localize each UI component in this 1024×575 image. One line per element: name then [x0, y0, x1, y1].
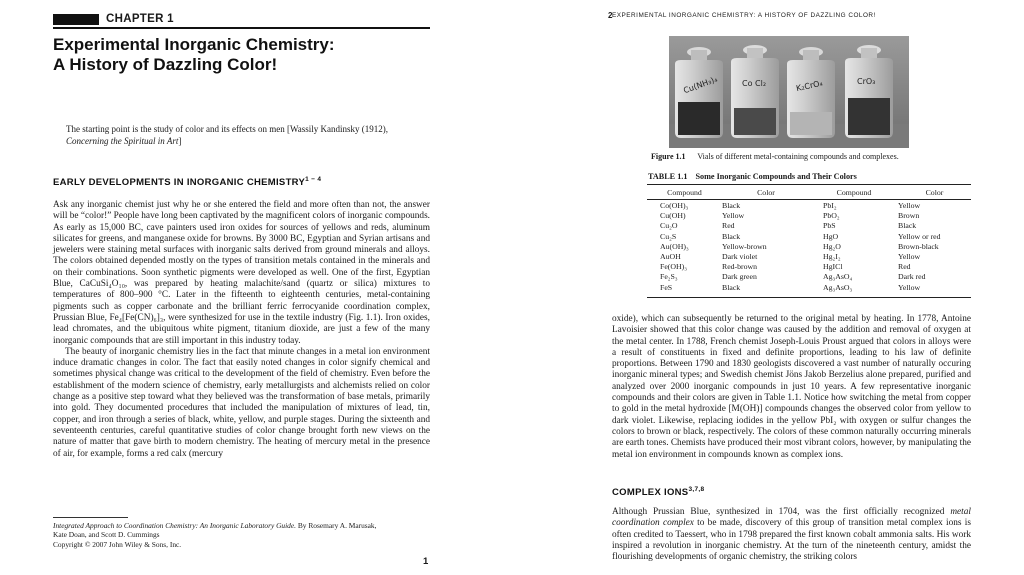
chapter-label: CHAPTER 1 [106, 13, 174, 25]
table-row [647, 283, 971, 293]
chapter-title [53, 35, 433, 75]
vial-label: K₂CrO₄ [795, 78, 824, 94]
table-header-cell: Compound [836, 187, 872, 197]
table-cell: Brown [898, 211, 920, 221]
table-cell: Black [722, 201, 741, 210]
table-cell: PbO₂ [823, 211, 840, 221]
table-row [647, 262, 971, 272]
compound-color-table [647, 186, 971, 293]
table-cell: HgICl [823, 262, 843, 272]
vial-3 [787, 47, 835, 138]
table-rule-top [647, 184, 971, 185]
table-cell: Brown-black [898, 241, 939, 251]
section-heading [612, 486, 704, 498]
table-cell: Dark green [722, 272, 757, 282]
vials-photo [669, 36, 909, 148]
table-title-text: Some Inorganic Compounds and Their Colors [695, 172, 857, 181]
footnote-authors-a: By Rosemary A. Marusak, [296, 521, 377, 530]
body-text-emphasis: metal coordination complex [612, 507, 971, 529]
table-header-cell: Color [757, 187, 775, 197]
table-title [648, 172, 857, 181]
section-heading [53, 176, 321, 188]
table-cell: Cu₂O [660, 221, 678, 231]
table-cell: FeS [660, 282, 673, 292]
table-cell: Yellow [898, 282, 921, 292]
table-cell: Black [722, 282, 741, 292]
table-cell: Fe₂S₃ [660, 272, 678, 282]
vial-label: CrO₃ [857, 77, 876, 86]
body-paragraph: Ask any inorganic chemist just why he or she entered the field and more often than not, the answer will be “color!” People have long been captivated by the magnificent colors of inorganic compounds. As early as 15,000 BC, cave painters used iron oxides for sources of yellows and reds, aluminum silicates for greens, and manganese oxide for browns. By 3000 BC, Egyptian and Syrian artisans and jewelers were staining metal surfaces with inorganic salts derived from ground minerals and alloys. The colors obtained depended mostly on the types of transition metals contained in the minerals and on their combinations. Soon synthetic pigments were developed as well. One of the first, Egyptian Blue, CaCuSi₄O₁₀, was prepared by heating malachite/sand (quartz or silica) mixtures to temperatures of 800–900 °C. Later in the fifteenth to eighteenth centuries, metal-containing pigments such as copper carbonate and the brilliant ferric ferrocyanide coordination complex, Prussian Blue, Fe₄[Fe(CN)₆]₃, were synthesized for use in the textile industry (Fig. 1.1). Iron oxides, lead chromates, and the ubiquitous white pigment, titanium dioxide, are just a few of the many inorganic compounds that are still important in this industry today. [53, 200, 431, 346]
footnote [53, 521, 433, 549]
table-cell: Dark red [898, 272, 926, 282]
section-heading-text: COMPLEX IONS [612, 487, 689, 499]
footnote-copyright: Copyright © 2007 John Wiley & Sons, Inc. [53, 539, 182, 549]
page-number: 2 [608, 11, 613, 20]
table-header-cell: Compound [667, 187, 702, 197]
table-cell: AuOH [660, 252, 681, 262]
table-row [647, 221, 971, 231]
right-page [512, 0, 1024, 575]
table-cell: HgO [823, 231, 839, 241]
table-row [647, 252, 971, 262]
table-cell: Yellow [898, 252, 921, 262]
table-cell: Ag₃AsO₄ [823, 272, 853, 282]
table-cell: Cu₂S [660, 231, 677, 241]
vial-label: Co Cl₂ [742, 79, 767, 88]
table-cell: Dark violet [722, 252, 758, 262]
table-row [647, 242, 971, 252]
body-text-run: to be made, discovery of this group of transition metal complex ions is often credited to Taessert, who in 1798 prepared the first known cobalt ammonia salts. His work inspired a revolution in inorganic chemistry. At the turn of the nineteenth century, amidst the flourishing developments of organic chemistry, the striking colors [612, 518, 971, 563]
table-cell: Hg₂O [823, 241, 841, 251]
table-cell: Red-brown [722, 262, 758, 272]
table-label: TABLE 1.1 [648, 172, 688, 181]
table-cell: Yellow or red [898, 231, 941, 241]
table-cell: Red [722, 221, 735, 231]
table-cell: Fe(OH)₃ [660, 262, 687, 272]
section-heading-text: EARLY DEVELOPMENTS IN INORGANIC CHEMISTRY [53, 177, 306, 189]
vial-2 [731, 45, 779, 138]
chapter-rule [53, 27, 430, 29]
table-body [647, 198, 971, 293]
figure-photo [669, 36, 909, 148]
vial-label: Cu(NH₃)₄ [682, 74, 719, 96]
body-text-run: Although Prussian Blue, synthesized in 1704, was the first officially recognized [612, 507, 951, 517]
figure-caption-text: Vials of different metal-containing compounds and complexes. [697, 152, 899, 161]
epigraph-source: Concerning the Spiritual in Art [66, 136, 179, 146]
figure-caption [651, 152, 951, 162]
table-row [647, 198, 971, 211]
table-cell: PbI₂ [823, 201, 837, 210]
footnote-authors-b: Kate Doan, and Scott D. Cummings [53, 530, 160, 540]
left-body-text [53, 200, 430, 460]
chapter-title-line-1: Experimental Inorganic Chemistry: [53, 35, 335, 54]
right-body-text [612, 314, 971, 461]
table-cell: Red [898, 262, 911, 272]
epigraph-text: The starting point is the study of color and its effects on men [Wassily Kandinsky (1912), [66, 124, 389, 134]
body-paragraph [612, 507, 971, 563]
vial-1 [675, 47, 723, 138]
vial-4 [845, 45, 893, 138]
table-cell: Hg₂I₂ [823, 252, 841, 262]
table-cell: PbS [823, 221, 836, 231]
page-number: 1 [423, 556, 429, 567]
chapter-header [53, 12, 430, 26]
footnote-rule [53, 517, 128, 518]
table-cell: Co(OH)₃ [660, 201, 689, 210]
table-header-row [647, 186, 971, 198]
footnote-book-title: Integrated Approach to Coordination Chemistry: An Inorganic Laboratory Guide. [53, 521, 296, 530]
section-heading-refs: 3,7,8 [688, 486, 705, 493]
table-cell: Black [898, 221, 917, 231]
body-paragraph: The beauty of inorganic chemistry lies in the fact that minute changes in a metal ion environment induce dramatic changes in color. The fact that easily noted changes in color signify chemical and sometimes physical change was critical to the development of the field of chemistry. Even before the establishment of the modern science of chemistry, early metallurgists and alchemists relied on color change as a positive step toward what they believed was the transformation of base metals, primarily into gold. They documented procedures that included the manipulation of mixtures of lead, tin, copper, and iron through a series of black, white, yellow, and purple stages. During the sixteenth and seventeenth centuries, careful quantitative studies of color change brought forth new views on the nature of matter that gave birth to modern chemistry. The heating of mercury metal in the presence of air, for example, forms a red calx (mercury [53, 346, 430, 459]
table-rule-bottom [647, 297, 971, 298]
table-row [647, 232, 971, 242]
table-cell: Yellow [898, 201, 921, 210]
epigraph [66, 123, 428, 147]
table-cell: Ag₃AsO₃ [823, 282, 853, 292]
epigraph-source-end: ] [178, 136, 182, 146]
table-row [647, 272, 971, 282]
right-body-text-2 [612, 507, 971, 563]
table-cell: Yellow [722, 211, 745, 221]
table-cell: Black [722, 231, 741, 241]
body-paragraph: oxide), which can subsequently be returned to the original metal by heating. In 1778, Antoine Lavoisier showed that this color change was caused by the addition and removal of oxygen at the metal center. In 1788, French chemist Joseph-Louis Proust argued that colors in alloys were a result of constituents in fixed and definite proportions, leading to his law of definite proportions. Between 1790 and 1830 geologists discovered a vast number of naturally occuring inorganic mineral types; and Swedish chemist Jöns Jakob Berzelius alone prepared, purified and analyzed over 2000 inorganic compounds in just 10 years. A few representative inorganic compounds and their colors are given in Table 1.1. Notice how switching the metal from copper to gold in the metal hydroxide [M(OH)] compounds changes the observed color from yellow to dark violet. Likewise, replacing iodides in the yellow PbI₂ with oxygen or sulfur changes the colors to brown or black, respectively. The colors of these common naturally occurring minerals are earth tones. Chemists have produced their most vibrant colors, however, by manipulating the metal ion environment in compounds known as complex ions. [612, 314, 972, 460]
section-heading-refs: 1 − 4 [305, 176, 322, 183]
table-cell: Au(OH)₃ [660, 241, 689, 251]
table-header-cell: Color [925, 187, 944, 197]
running-head: EXPERIMENTAL INORGANIC CHEMISTRY: A HISTORY OF DAZZLING COLOR! [612, 12, 876, 19]
chapter-title-line-2: A History of Dazzling Color! [53, 55, 278, 74]
table-cell: Yellow-brown [722, 241, 767, 251]
table-cell: Cu(OH) [660, 211, 686, 221]
table-row [647, 211, 971, 221]
chapter-bar [53, 14, 99, 25]
figure-caption-label: Figure 1.1 [651, 152, 686, 161]
